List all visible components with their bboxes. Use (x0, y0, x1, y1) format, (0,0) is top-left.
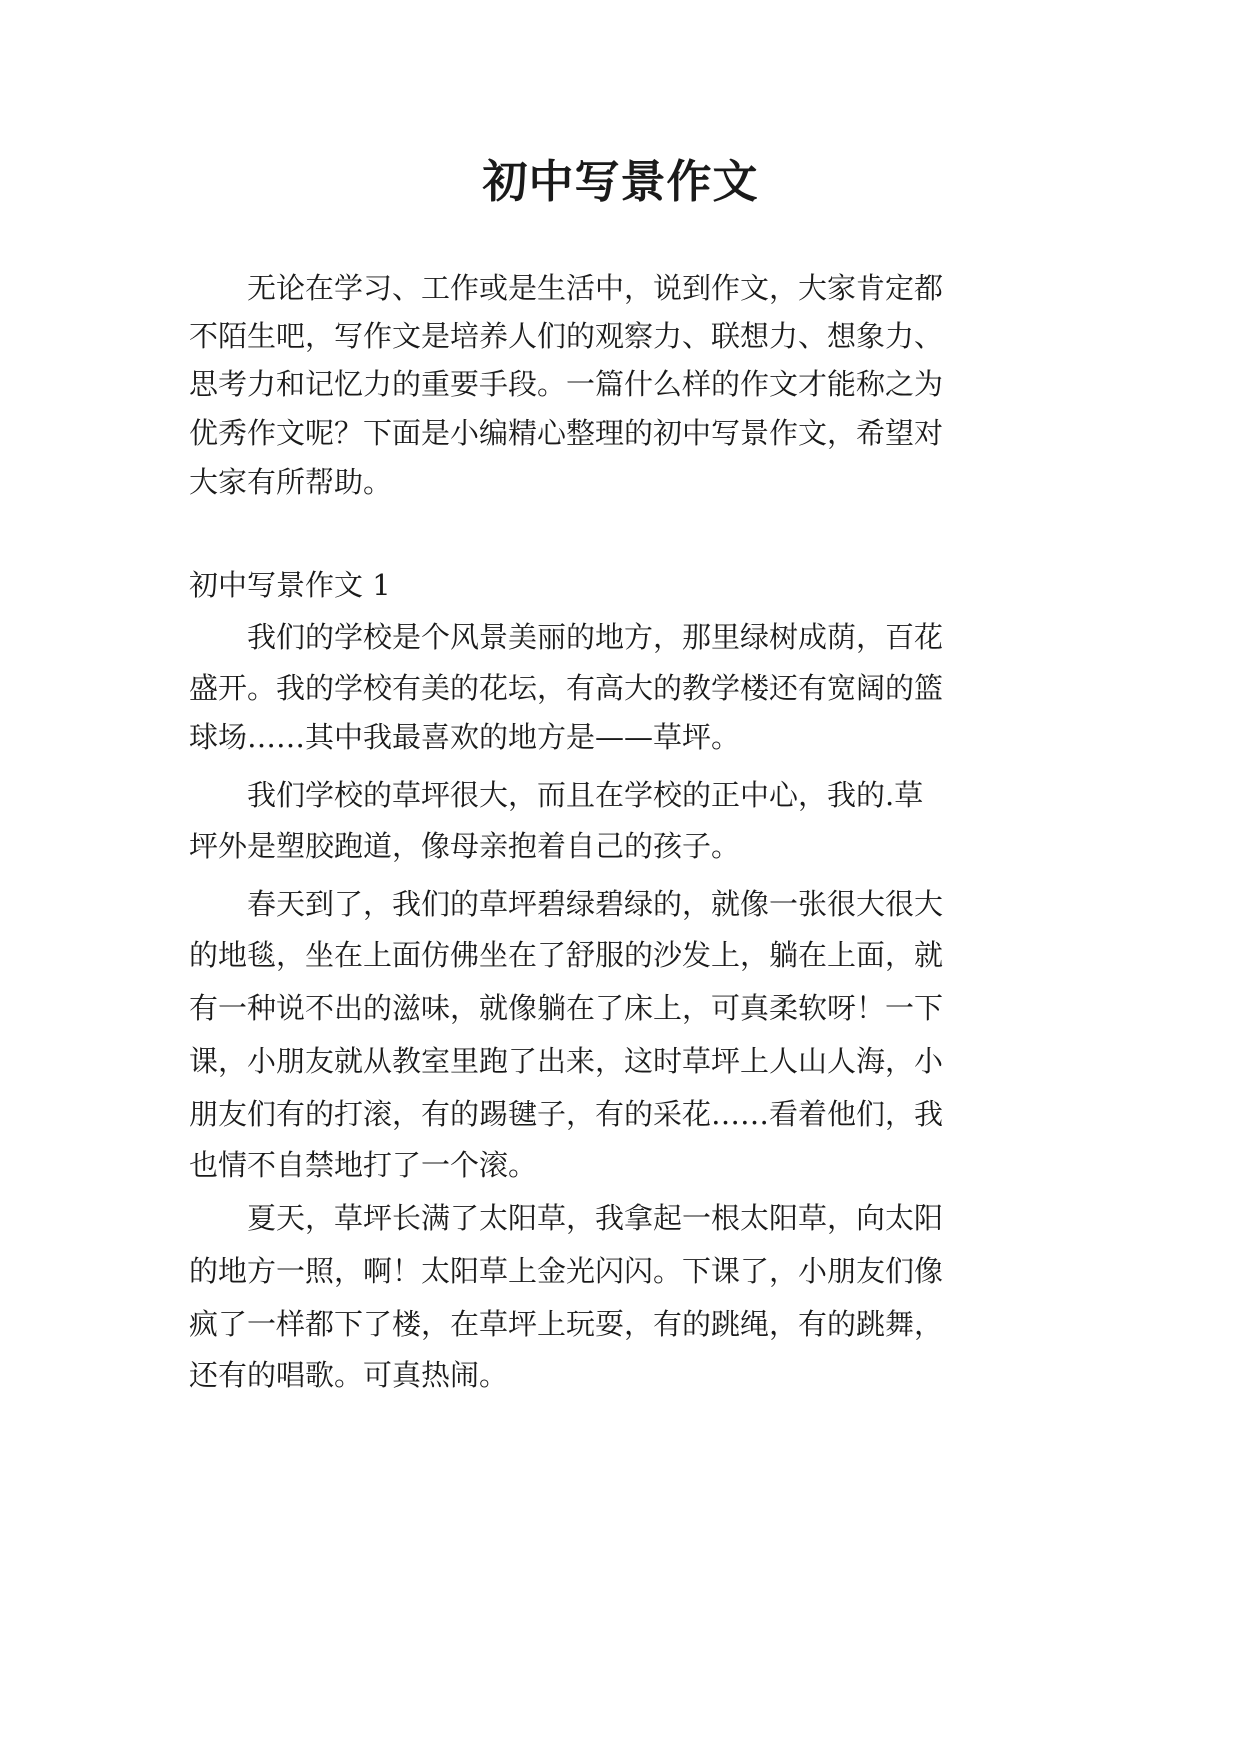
section-heading: 初中写景作文 1 (189, 568, 391, 602)
body-line: 球场……其中我最喜欢的地方是——草坪。 (189, 720, 741, 754)
body-line: 夏天，草坪长满了太阳草，我拿起一根太阳草，向太阳 (189, 1201, 944, 1235)
body-line: 疯了一样都下了楼，在草坪上玩耍，有的跳绳，有的跳舞， (189, 1307, 944, 1341)
body-line: 盛开。我的学校有美的花坛，有高大的教学楼还有宽阔的篮 (189, 671, 944, 705)
intro-line-4: 优秀作文呢？下面是小编精心整理的初中写景作文，希望对 (189, 416, 944, 450)
body-line: 也情不自禁地打了一个滚。 (189, 1148, 538, 1182)
intro-line-3: 思考力和记忆力的重要手段。一篇什么样的作文才能称之为 (189, 367, 944, 401)
intro-line-2: 不陌生吧，写作文是培养人们的观察力、联想力、想象力、 (189, 319, 944, 353)
document-title: 初中写景作文 (482, 155, 759, 208)
body-line: 有一种说不出的滋味，就像躺在了床上，可真柔软呀！一下 (189, 991, 944, 1025)
body-line: 朋友们有的打滚，有的踢毽子，有的采花……看着他们，我 (189, 1097, 944, 1131)
body-line: 坪外是塑胶跑道，像母亲抱着自己的孩子。 (189, 829, 741, 863)
intro-line-5: 大家有所帮助。 (189, 465, 393, 499)
body-line: 的地方一照，啊！太阳草上金光闪闪。下课了，小朋友们像 (189, 1254, 944, 1288)
body-line: 我们学校的草坪很大，而且在学校的正中心，我的.草 (189, 778, 924, 812)
intro-line-1: 无论在学习、工作或是生活中，说到作文，大家肯定都 (189, 271, 944, 305)
body-line: 课，小朋友就从教室里跑了出来，这时草坪上人山人海，小 (189, 1044, 944, 1078)
body-line: 春天到了，我们的草坪碧绿碧绿的，就像一张很大很大 (189, 887, 944, 921)
body-line: 的地毯，坐在上面仿佛坐在了舒服的沙发上，躺在上面，就 (189, 938, 944, 972)
body-line: 我们的学校是个风景美丽的地方，那里绿树成荫，百花 (189, 620, 944, 654)
body-line: 还有的唱歌。可真热闹。 (189, 1358, 509, 1392)
